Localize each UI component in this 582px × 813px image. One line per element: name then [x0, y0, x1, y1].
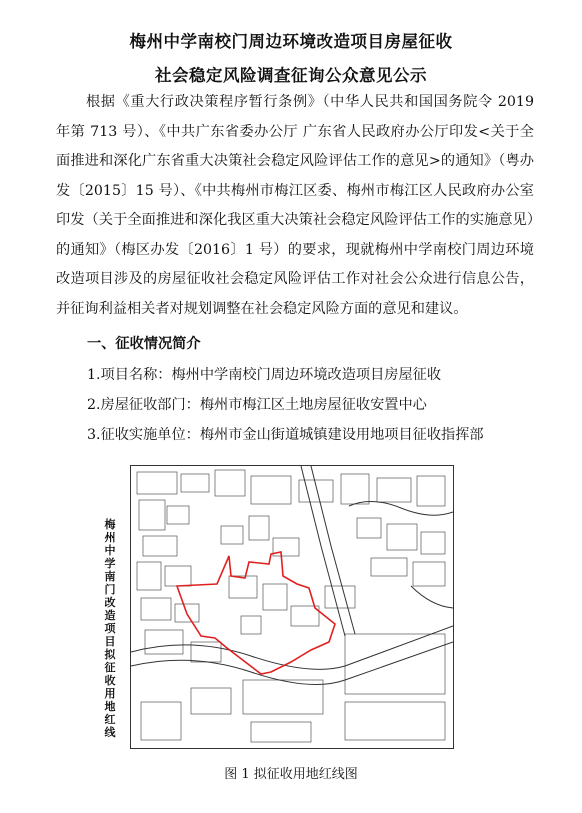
- red-boundary-line: [177, 552, 335, 674]
- document-title-line1: 梅州中学南校门周边环境改造项目房屋征收: [129, 32, 453, 51]
- section-heading: 一、征收情况简介: [87, 336, 201, 352]
- intro-paragraph: 根据《重大行政决策程序暂行条例》（中华人民共和国国务院令 2019 年第 713 号）、《中共广东省委办公厅 广东省人民政府办公厅印发<关于全面推进和深化广东省重大决策社会稳定风险评估工作的意见>的通知》（粤办发〔2015〕15 号）、《中共梅州市梅江区委、梅州市梅江区人民政府办公室印发（关于全面推进和深化我区重大决策社会稳定风险评估工作的实施意见）的通知》（梅区办发〔2016〕1 号）的要求，现就梅州中学南校门周边环境改造项目涉及的房屋征收社会稳定风险评估工作对社会公众进行信息公告，并征询利益相关者对规划调整在社会稳定风险方面的意见和建议。: [56, 94, 534, 317]
- implementing-unit-item: 3.征收实施单位：梅州市金山街道城镇建设用地项目征收指挥部: [87, 427, 484, 443]
- project-name-item: 1.项目名称：梅州中学南校门周边环境改造项目房屋征收: [87, 367, 442, 383]
- expropriation-department-item: 2.房屋征收部门：梅州市梅江区土地房屋征收安置中心: [87, 397, 427, 413]
- red-line-map: [130, 465, 454, 749]
- site-plan-drawing: [131, 466, 453, 748]
- figure-caption: 图 1 拟征收用地红线图: [224, 767, 358, 782]
- map-vertical-label: 梅州中学南门改造项目拟征收用地红线: [104, 518, 116, 739]
- document-title-line2: 社会稳定风险调查征询公众意见公示: [155, 66, 427, 85]
